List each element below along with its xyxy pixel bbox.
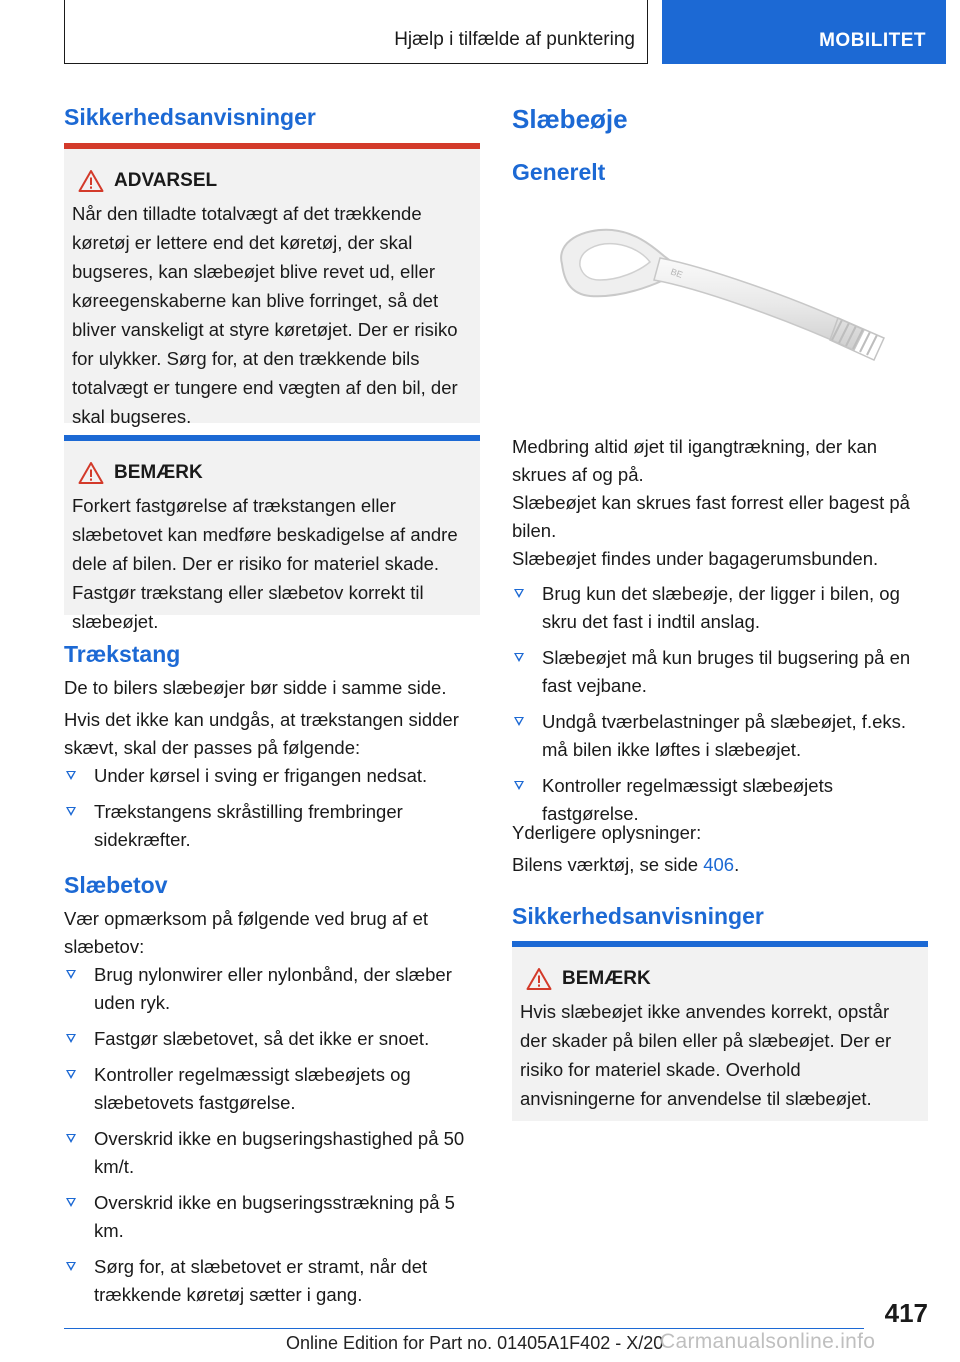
bullet-triangle-icon	[514, 589, 524, 598]
traekstang-list	[64, 762, 480, 862]
list-item: Slæbeøjet må kun bruges til bugsering på en fast vejbane.	[512, 644, 928, 700]
header-tab-mobilitet[interactable]	[662, 0, 946, 64]
more-info-label: Yderligere oplysninger:	[512, 822, 702, 843]
warning-text: Når den tilladte totalvægt af det trækkende køretøj er lettere end det køretøj, der skal bugseres, kan slæbeøjet blive revet ud, eller køreegenskaberne kan blive forringet, så det bliver vanskeligt at styre køretøjet. Der er risiko for ulykker. Sørg for, at den trækkende bils totalvægt er tungere end vægten af den bil, der skal bugseres.	[72, 203, 458, 427]
note-box-right	[512, 941, 928, 1121]
warning-triangle-icon	[526, 967, 552, 991]
warning-box	[64, 143, 480, 427]
note-text: Forkert fastgørelse af trækstangen eller slæbetovet kan medføre beskadigelse af andre dele af bilen. Der er risiko for materiel skade. Fastgør trækstang eller slæbetov korrekt til slæbeøjet.	[72, 495, 458, 632]
svg-text:BE: BE	[669, 266, 685, 280]
list-item: Brug nylonwirer eller nylonbånd, der slæber uden ryk.	[64, 961, 480, 1017]
note-box	[64, 435, 480, 632]
note-text-right: Hvis slæbeøjet ikke anvendes korrekt, opstår der skader på bilen eller på slæbeøjet. Der er risiko for materiel skade. Overhold anvisningerne for anvendelse til slæbeøjet.	[520, 1001, 892, 1109]
bullet-triangle-icon	[66, 970, 76, 979]
bullet-triangle-icon	[66, 1262, 76, 1271]
list-item: Trækstangens skråstilling frembringer sidekræfter.	[64, 798, 480, 854]
slaebeoje-heading: Slæbeøje	[512, 104, 628, 134]
reference-line: Bilens værktøj, se side 406.	[512, 854, 740, 875]
traekstang-p2: Hvis det ikke kan undgås, at trækstangen sidder skævt, skal der passes på følgende:	[64, 709, 459, 758]
slaebetov-list	[64, 961, 480, 1317]
bullet-triangle-icon	[66, 1070, 76, 1079]
header-tab-label: MOBILITET	[819, 30, 926, 51]
warning-header	[78, 167, 472, 195]
list-item: Sørg for, at slæbetovet er stramt, når det trækkende køretøj sætter i gang.	[64, 1253, 480, 1309]
safety-heading-right: Sikkerhedsanvisninger	[512, 903, 764, 929]
warning-label: ADVARSEL	[114, 170, 218, 191]
slaebetov-p1: Vær opmærksom på følgende ved brug af et slæbetov:	[64, 908, 429, 957]
tow-eye-illustration	[542, 222, 902, 412]
bullet-triangle-icon	[66, 1134, 76, 1143]
bullet-triangle-icon	[66, 807, 76, 816]
note-label: BEMÆRK	[114, 462, 203, 483]
list-item: Under kørsel i sving er frigangen nedsat.	[64, 762, 480, 790]
note-label-right: BEMÆRK	[562, 968, 651, 989]
safety-heading-left: Sikkerhedsanvisninger	[64, 104, 316, 130]
list-item: Kontroller regelmæssigt slæbeøjets og slæbetovets fastgørelse.	[64, 1061, 480, 1117]
warning-triangle-icon	[78, 461, 104, 485]
slaebetov-heading: Slæbetov	[64, 872, 168, 898]
footer-edition: Online Edition for Part no. 01405A1F402 - X/20	[286, 1333, 664, 1353]
page-number: 417	[884, 1298, 928, 1328]
list-item: Fastgør slæbetovet, så det ikke er snoet.	[64, 1025, 480, 1053]
header-frame	[64, 0, 648, 64]
bullet-triangle-icon	[514, 781, 524, 790]
note-header	[78, 459, 472, 487]
traekstang-p1: De to bilers slæbeøjer bør sidde i samme side.	[64, 677, 447, 698]
watermark-logo: Carmanualsonline.info	[660, 1330, 876, 1353]
bullet-triangle-icon	[514, 717, 524, 726]
traekstang-heading: Trækstang	[64, 641, 181, 667]
header-title: Hjælp i tilfælde af punktering	[394, 29, 635, 50]
list-item: Overskrid ikke en bugseringshastighed på 50 km/t.	[64, 1125, 480, 1181]
footer-divider	[64, 1328, 864, 1329]
warning-triangle-icon	[78, 169, 104, 193]
bullet-triangle-icon	[66, 1034, 76, 1043]
slaebeoje-p3: Slæbeøjet findes under bagagerumsbunden.	[512, 548, 879, 569]
bullet-triangle-icon	[66, 1198, 76, 1207]
generelt-heading: Generelt	[512, 159, 606, 185]
note-header-right	[526, 965, 920, 993]
list-item: Overskrid ikke en bugseringsstrækning på 5 km.	[64, 1189, 480, 1245]
slaebeoje-p2: Slæbeøjet kan skrues fast forrest eller bagest på bilen.	[512, 492, 910, 541]
bullet-triangle-icon	[514, 653, 524, 662]
page-reference-link[interactable]: 406	[703, 854, 735, 875]
list-item: Brug kun det slæbeøje, der ligger i bilen, og skru det fast i indtil anslag.	[512, 580, 928, 636]
slaebeoje-p1: Medbring altid øjet til igangtrækning, der kan skrues af og på.	[512, 436, 878, 485]
list-item: Undgå tværbelastninger på slæbeøjet, f.eks. må bilen ikke løftes i slæbeøjet.	[512, 708, 928, 764]
list-item: Kontroller regelmæssigt slæbeøjets fastgørelse.	[512, 772, 928, 828]
slaebeoje-list	[512, 580, 928, 836]
bullet-triangle-icon	[66, 771, 76, 780]
